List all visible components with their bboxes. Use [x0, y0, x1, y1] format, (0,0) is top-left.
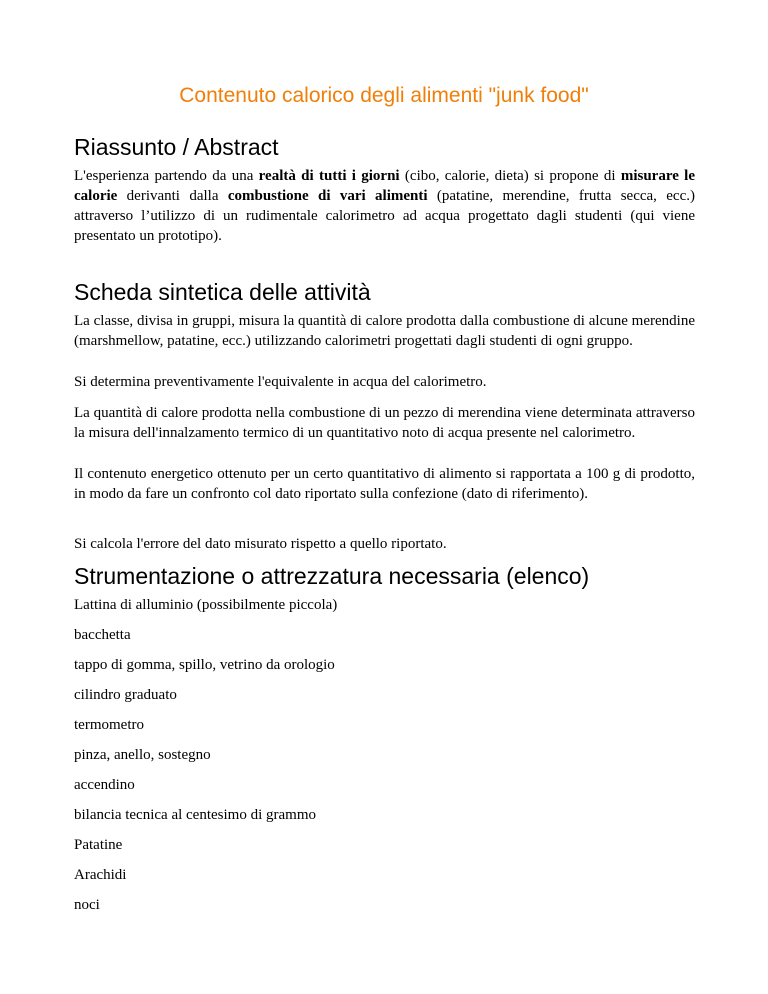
document-title: Contenuto calorico degli alimenti "junk food"	[179, 84, 589, 107]
equipment-item: Patatine	[74, 837, 123, 853]
abstract-text-1: L'esperienza partendo da una	[74, 168, 259, 184]
equipment-item: tappo di gomma, spillo, vetrino da orologio	[74, 657, 335, 673]
equipment-item: termometro	[74, 717, 144, 733]
abstract-paragraph	[74, 166, 695, 246]
equipment-item: bacchetta	[74, 627, 131, 643]
abstract-heading: Riassunto / Abstract	[74, 134, 279, 160]
equipment-item: accendino	[74, 777, 135, 793]
strumentazione-heading: Strumentazione o attrezzatura necessaria (elenco)	[74, 563, 590, 589]
scheda-heading: Scheda sintetica delle attività	[74, 279, 371, 305]
equipment-item: pinza, anello, sostegno	[74, 747, 211, 763]
scheda-paragraph-4: Il contenuto energetico ottenuto per un certo quantitativo di alimento si rapportata a 100 g di prodotto, in modo da fare un confronto col dato riportato sulla confezione (dato di riferimento).	[74, 466, 695, 502]
scheda-paragraph-1: La classe, divisa in gruppi, misura la quantità di calore prodotta dalla combustione di alcune merendine (marshmellow, patatine, ecc.) utilizzando calorimetri progettati dagli studenti di ogni gruppo.	[74, 313, 695, 349]
equipment-item: noci	[74, 897, 100, 913]
scheda-paragraph-2: Si determina preventivamente l'equivalente in acqua del calorimetro.	[74, 374, 487, 390]
scheda-paragraph-3: La quantità di calore prodotta nella combustione di un pezzo di merendina viene determinata attraverso la misura dell'innalzamento termico di un quantitativo noto di acqua presente nel calorimetro.	[74, 405, 695, 441]
scheda-paragraph-5: Si calcola l'errore del dato misurato rispetto a quello riportato.	[74, 536, 447, 552]
abstract-text-3: derivanti dalla	[117, 188, 228, 204]
equipment-item: Arachidi	[74, 867, 127, 883]
abstract-text-4: (patatine, merendine, frutta secca, ecc.) attraverso l’utilizzo di un rudimentale calorimetro ad acqua progettato dagli studenti (qui viene presentato un prototipo).	[74, 188, 695, 244]
abstract-bold-3: combustione di vari alimenti	[227, 188, 428, 204]
equipment-item: cilindro graduato	[74, 687, 177, 703]
equipment-item: Lattina di alluminio (possibilmente piccola)	[74, 597, 338, 613]
abstract-bold-1: realtà di tutti i giorni	[258, 168, 400, 184]
abstract-text-2: (cibo, calorie, dieta) si propone di	[399, 168, 621, 184]
equipment-item: bilancia tecnica al centesimo di grammo	[74, 807, 316, 823]
abstract-bold-2: misurare le calorie	[74, 168, 696, 204]
